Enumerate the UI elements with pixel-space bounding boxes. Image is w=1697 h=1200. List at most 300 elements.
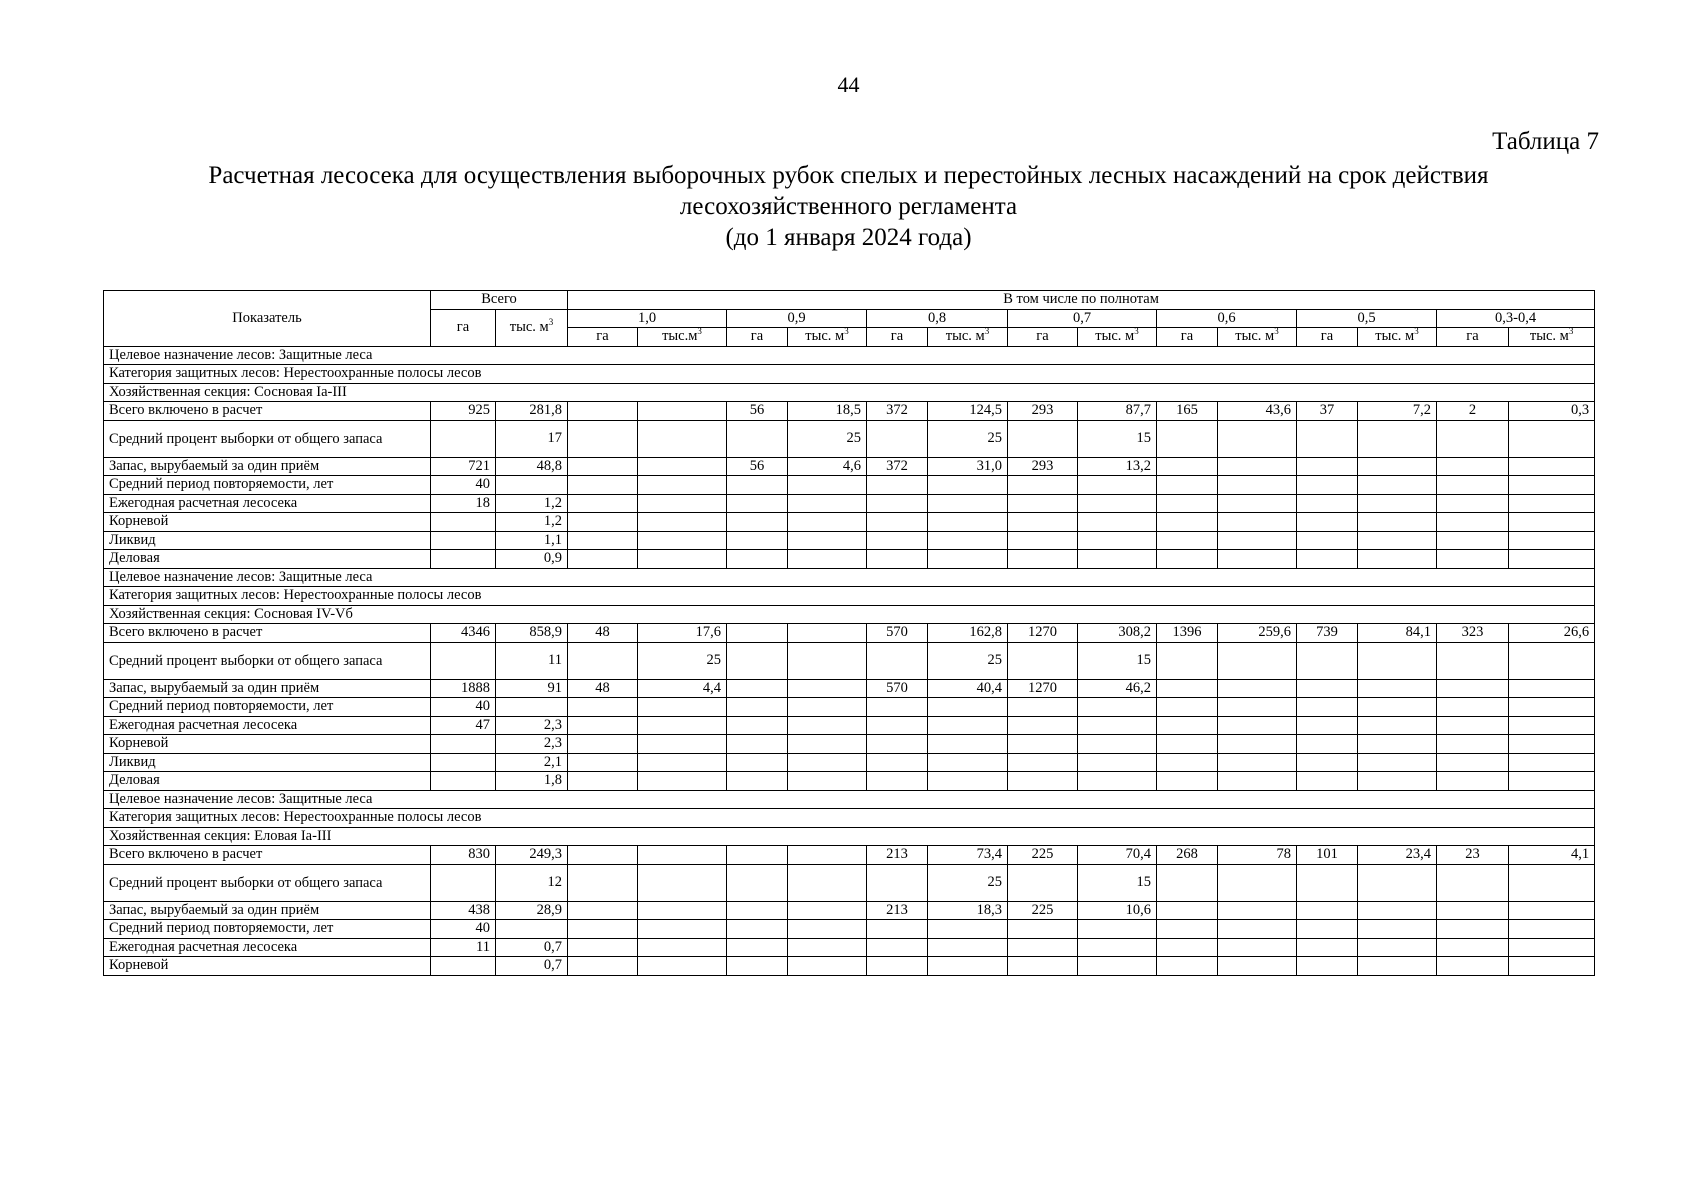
section-row-section bbox=[104, 827, 1595, 846]
table-cell bbox=[788, 513, 867, 532]
table-cell bbox=[1297, 957, 1358, 976]
table-cell bbox=[1437, 864, 1509, 901]
row-label: Всего включено в расчет bbox=[104, 846, 431, 865]
table-cell: 13,2 bbox=[1078, 457, 1157, 476]
table-row bbox=[104, 457, 1595, 476]
table-cell bbox=[867, 772, 928, 791]
table-cell bbox=[638, 938, 727, 957]
table-cell bbox=[568, 957, 638, 976]
table-cell bbox=[568, 772, 638, 791]
row-label: Ликвид bbox=[104, 753, 431, 772]
table-cell bbox=[1358, 476, 1437, 495]
table-cell bbox=[727, 920, 788, 939]
header-unit-ha: га bbox=[1008, 328, 1078, 347]
table-cell bbox=[727, 550, 788, 569]
table-cell bbox=[431, 550, 496, 569]
table-cell bbox=[1008, 920, 1078, 939]
table-cell: 48,8 bbox=[496, 457, 568, 476]
table-cell: 165 bbox=[1157, 402, 1218, 421]
table-cell bbox=[1157, 420, 1218, 457]
table-cell: 18,5 bbox=[788, 402, 867, 421]
table-cell bbox=[1509, 735, 1595, 754]
table-cell: 12 bbox=[496, 864, 568, 901]
table-cell bbox=[727, 624, 788, 643]
volume-unit: тыс. м bbox=[805, 328, 845, 345]
table-cell bbox=[727, 476, 788, 495]
table-cell bbox=[568, 901, 638, 920]
header-total-ha: га bbox=[431, 309, 496, 346]
table-cell bbox=[1358, 457, 1437, 476]
table-cell bbox=[1509, 494, 1595, 513]
section-row-category bbox=[104, 809, 1595, 828]
table-cell bbox=[638, 550, 727, 569]
table-cell bbox=[1218, 420, 1297, 457]
table-cell bbox=[568, 938, 638, 957]
table-cell bbox=[568, 846, 638, 865]
section-label-section: Хозяйственная секция: Еловая Ia-III bbox=[104, 827, 1595, 846]
table-cell bbox=[1008, 753, 1078, 772]
table-cell: 43,6 bbox=[1218, 402, 1297, 421]
table-cell bbox=[867, 698, 928, 717]
table-cell: 4,4 bbox=[638, 679, 727, 698]
table-cell bbox=[1157, 679, 1218, 698]
table-cell bbox=[1509, 476, 1595, 495]
table-cell bbox=[638, 716, 727, 735]
table-cell bbox=[867, 494, 928, 513]
table-cell bbox=[1218, 679, 1297, 698]
table-row bbox=[104, 753, 1595, 772]
table-cell bbox=[1358, 864, 1437, 901]
table-cell bbox=[1218, 457, 1297, 476]
table-row bbox=[104, 864, 1595, 901]
table-cell: 40 bbox=[431, 698, 496, 717]
table-cell bbox=[928, 531, 1008, 550]
table-cell bbox=[1509, 679, 1595, 698]
table-cell: 249,3 bbox=[496, 846, 568, 865]
table-cell bbox=[1297, 772, 1358, 791]
table-cell bbox=[1509, 753, 1595, 772]
table-cell bbox=[788, 624, 867, 643]
table-row bbox=[104, 420, 1595, 457]
table-cell bbox=[1297, 864, 1358, 901]
section-row-purpose bbox=[104, 568, 1595, 587]
table-cell bbox=[568, 735, 638, 754]
table-cell: 308,2 bbox=[1078, 624, 1157, 643]
table-cell bbox=[1358, 772, 1437, 791]
table-cell bbox=[1157, 772, 1218, 791]
row-label: Деловая bbox=[104, 550, 431, 569]
table-cell bbox=[867, 476, 928, 495]
table-cell: 124,5 bbox=[928, 402, 1008, 421]
table-cell bbox=[568, 457, 638, 476]
table-cell bbox=[638, 402, 727, 421]
table-cell bbox=[1509, 531, 1595, 550]
table-cell bbox=[1218, 698, 1297, 717]
volume-unit: тыс. м bbox=[1095, 328, 1135, 345]
table-cell: 25 bbox=[638, 642, 727, 679]
table-cell bbox=[727, 698, 788, 717]
cutting-area-table bbox=[103, 290, 1595, 976]
table-cell: 101 bbox=[1297, 846, 1358, 865]
section-label-category: Категория защитных лесов: Нерестоохранные полосы лесов bbox=[104, 365, 1595, 384]
table-cell bbox=[1358, 938, 1437, 957]
table-cell bbox=[638, 735, 727, 754]
row-label: Средний процент выборки от общего запаса bbox=[104, 420, 431, 457]
row-label: Средний период повторяемости, лет bbox=[104, 476, 431, 495]
table-cell bbox=[788, 550, 867, 569]
table-cell bbox=[1218, 901, 1297, 920]
table-cell: 17 bbox=[496, 420, 568, 457]
table-cell bbox=[727, 864, 788, 901]
table-cell: 23,4 bbox=[1358, 846, 1437, 865]
table-cell: 25 bbox=[928, 420, 1008, 457]
table-cell: 15 bbox=[1078, 420, 1157, 457]
header-total: Всего bbox=[431, 291, 568, 310]
table-cell: 25 bbox=[928, 642, 1008, 679]
table-cell bbox=[1297, 494, 1358, 513]
table-cell bbox=[1008, 420, 1078, 457]
table-cell bbox=[1008, 772, 1078, 791]
table-row bbox=[104, 642, 1595, 679]
table-cell: 372 bbox=[867, 457, 928, 476]
table-cell bbox=[431, 513, 496, 532]
table-cell bbox=[1218, 513, 1297, 532]
table-cell bbox=[1297, 753, 1358, 772]
table-cell bbox=[568, 698, 638, 717]
header-unit-volume: тыс. $м^3$ bbox=[1358, 328, 1437, 347]
table-cell bbox=[1358, 901, 1437, 920]
table-cell bbox=[928, 716, 1008, 735]
header-density: 0,9 bbox=[727, 309, 867, 328]
table-cell: 225 bbox=[1008, 846, 1078, 865]
table-cell bbox=[431, 531, 496, 550]
table-cell: 925 bbox=[431, 402, 496, 421]
table-cell bbox=[1509, 420, 1595, 457]
table-cell: 1,2 bbox=[496, 494, 568, 513]
table-cell bbox=[1437, 550, 1509, 569]
header-density: 0,3-0,4 bbox=[1437, 309, 1595, 328]
table-cell bbox=[1297, 698, 1358, 717]
table-cell bbox=[431, 957, 496, 976]
table-row bbox=[104, 772, 1595, 791]
table-cell bbox=[1078, 735, 1157, 754]
table-cell: 47 bbox=[431, 716, 496, 735]
table-cell bbox=[788, 476, 867, 495]
table-cell bbox=[788, 957, 867, 976]
table-cell: 87,7 bbox=[1078, 402, 1157, 421]
table-cell bbox=[1437, 938, 1509, 957]
table-cell bbox=[867, 864, 928, 901]
table-cell bbox=[1509, 550, 1595, 569]
table-cell bbox=[1509, 957, 1595, 976]
header-unit-ha: га bbox=[568, 328, 638, 347]
table-cell bbox=[1008, 494, 1078, 513]
table-cell bbox=[1078, 772, 1157, 791]
table-cell bbox=[1157, 531, 1218, 550]
table-cell: 0,9 bbox=[496, 550, 568, 569]
section-row-section bbox=[104, 605, 1595, 624]
table-cell: 0,7 bbox=[496, 957, 568, 976]
header-indicator: Показатель bbox=[104, 291, 431, 347]
table-cell bbox=[1437, 494, 1509, 513]
table-body bbox=[104, 346, 1595, 975]
table-cell bbox=[788, 920, 867, 939]
table-cell: 25 bbox=[928, 864, 1008, 901]
table-cell bbox=[638, 698, 727, 717]
header-unit-ha: га bbox=[727, 328, 788, 347]
table-cell: 40,4 bbox=[928, 679, 1008, 698]
table-row bbox=[104, 901, 1595, 920]
table-cell bbox=[496, 476, 568, 495]
table-cell bbox=[1297, 938, 1358, 957]
table-cell bbox=[1218, 772, 1297, 791]
table-cell bbox=[867, 753, 928, 772]
table-cell bbox=[1157, 494, 1218, 513]
table-cell bbox=[431, 735, 496, 754]
table-cell bbox=[1157, 901, 1218, 920]
table-cell: 2 bbox=[1437, 402, 1509, 421]
table-cell bbox=[568, 494, 638, 513]
table-row bbox=[104, 531, 1595, 550]
table-cell bbox=[1509, 716, 1595, 735]
table-cell bbox=[867, 716, 928, 735]
table-cell bbox=[1008, 957, 1078, 976]
table-cell bbox=[727, 679, 788, 698]
table-cell bbox=[867, 531, 928, 550]
table-cell bbox=[928, 753, 1008, 772]
table-cell bbox=[568, 476, 638, 495]
table-cell bbox=[638, 920, 727, 939]
table-number: Таблица 7 bbox=[1492, 128, 1599, 155]
table-cell bbox=[788, 679, 867, 698]
row-label: Корневой bbox=[104, 513, 431, 532]
table-cell: 25 bbox=[788, 420, 867, 457]
table-cell bbox=[928, 550, 1008, 569]
table-cell bbox=[1218, 550, 1297, 569]
table-cell bbox=[638, 476, 727, 495]
table-cell bbox=[788, 531, 867, 550]
table-cell: 4346 bbox=[431, 624, 496, 643]
table-row bbox=[104, 846, 1595, 865]
table-cell bbox=[867, 420, 928, 457]
table-cell bbox=[568, 513, 638, 532]
table-cell bbox=[867, 920, 928, 939]
section-label-category: Категория защитных лесов: Нерестоохранные полосы лесов bbox=[104, 587, 1595, 606]
table-cell bbox=[1437, 920, 1509, 939]
table-cell bbox=[1297, 679, 1358, 698]
table-cell bbox=[431, 753, 496, 772]
table-cell bbox=[788, 753, 867, 772]
table-cell bbox=[568, 716, 638, 735]
table-cell bbox=[788, 494, 867, 513]
table-cell: 17,6 bbox=[638, 624, 727, 643]
table-cell: 0,3 bbox=[1509, 402, 1595, 421]
table-title bbox=[100, 160, 1597, 253]
table-cell: 28,9 bbox=[496, 901, 568, 920]
table-cell bbox=[1297, 550, 1358, 569]
table-cell bbox=[788, 846, 867, 865]
table-cell: 18,3 bbox=[928, 901, 1008, 920]
table-cell bbox=[1509, 920, 1595, 939]
table-row bbox=[104, 624, 1595, 643]
header-unit-volume: тыс. $м^3$ bbox=[1218, 328, 1297, 347]
table-cell bbox=[788, 864, 867, 901]
table-cell: 1888 bbox=[431, 679, 496, 698]
table-cell bbox=[568, 550, 638, 569]
table-cell bbox=[1218, 938, 1297, 957]
table-cell bbox=[1157, 957, 1218, 976]
table-row bbox=[104, 402, 1595, 421]
volume-unit: тыс. м bbox=[945, 328, 985, 345]
table-cell: 293 bbox=[1008, 402, 1078, 421]
table-cell bbox=[1218, 735, 1297, 754]
table-cell bbox=[1008, 735, 1078, 754]
table-cell: 721 bbox=[431, 457, 496, 476]
table-cell: 46,2 bbox=[1078, 679, 1157, 698]
table-cell: 4,6 bbox=[788, 457, 867, 476]
table-cell bbox=[1008, 531, 1078, 550]
table-cell bbox=[788, 735, 867, 754]
section-label-purpose: Целевое назначение лесов: Защитные леса bbox=[104, 568, 1595, 587]
table-cell bbox=[1297, 716, 1358, 735]
title-line-3: (до 1 января 2024 года) bbox=[725, 224, 972, 251]
table-cell bbox=[1509, 864, 1595, 901]
table-cell bbox=[1437, 679, 1509, 698]
table-cell bbox=[638, 864, 727, 901]
table-cell bbox=[928, 957, 1008, 976]
table-cell bbox=[1297, 476, 1358, 495]
table-cell bbox=[727, 716, 788, 735]
volume-unit: тыс. м bbox=[1529, 328, 1569, 345]
table-cell bbox=[568, 642, 638, 679]
table-cell bbox=[727, 494, 788, 513]
table-row bbox=[104, 938, 1595, 957]
table-cell bbox=[928, 735, 1008, 754]
table-cell bbox=[1078, 550, 1157, 569]
table-cell bbox=[638, 513, 727, 532]
table-cell: 7,2 bbox=[1358, 402, 1437, 421]
volume-unit: тыс.м bbox=[662, 328, 698, 345]
header-unit-ha: га bbox=[867, 328, 928, 347]
table-row bbox=[104, 494, 1595, 513]
table-cell bbox=[1358, 698, 1437, 717]
table-cell bbox=[788, 938, 867, 957]
table-cell bbox=[1509, 901, 1595, 920]
header-density: 1,0 bbox=[568, 309, 727, 328]
table-cell bbox=[788, 698, 867, 717]
table-cell: 830 bbox=[431, 846, 496, 865]
table-cell bbox=[1437, 642, 1509, 679]
row-label: Средний период повторяемости, лет bbox=[104, 698, 431, 717]
table-row bbox=[104, 957, 1595, 976]
title-line-1: Расчетная лесосека для осуществления выборочных рубок спелых и перестойных лесных насаждений на срок действия bbox=[208, 162, 1489, 189]
table-cell bbox=[1157, 457, 1218, 476]
table-cell bbox=[638, 957, 727, 976]
title-line-2: лесохозяйственного регламента bbox=[679, 193, 1018, 220]
table-cell bbox=[1358, 513, 1437, 532]
table-cell bbox=[867, 550, 928, 569]
table-cell bbox=[727, 772, 788, 791]
table-cell bbox=[928, 476, 1008, 495]
table-cell bbox=[727, 846, 788, 865]
table-cell: 1,1 bbox=[496, 531, 568, 550]
table-cell bbox=[1078, 938, 1157, 957]
table-cell bbox=[1509, 457, 1595, 476]
row-label: Средний процент выборки от общего запаса bbox=[104, 864, 431, 901]
table-cell: 4,1 bbox=[1509, 846, 1595, 865]
row-label: Всего включено в расчет bbox=[104, 624, 431, 643]
table-cell bbox=[1437, 716, 1509, 735]
table-cell bbox=[1437, 901, 1509, 920]
table-cell bbox=[1008, 550, 1078, 569]
table-cell bbox=[727, 753, 788, 772]
table-cell bbox=[1157, 550, 1218, 569]
table-cell bbox=[867, 735, 928, 754]
row-label: Ежегодная расчетная лесосека bbox=[104, 716, 431, 735]
table-cell bbox=[638, 846, 727, 865]
table-cell: 1270 bbox=[1008, 624, 1078, 643]
table-cell: 162,8 bbox=[928, 624, 1008, 643]
row-label: Запас, вырубаемый за один приём bbox=[104, 901, 431, 920]
table-cell bbox=[1157, 716, 1218, 735]
header-total-volume: тыс. $м^3$ bbox=[496, 309, 568, 346]
table-cell: 70,4 bbox=[1078, 846, 1157, 865]
table-cell bbox=[1358, 753, 1437, 772]
table-cell bbox=[1218, 920, 1297, 939]
table-cell: 570 bbox=[867, 679, 928, 698]
table-cell bbox=[1358, 957, 1437, 976]
table-cell: 91 bbox=[496, 679, 568, 698]
row-label: Деловая bbox=[104, 772, 431, 791]
table-cell: 11 bbox=[431, 938, 496, 957]
table-cell bbox=[1358, 679, 1437, 698]
table-cell bbox=[1008, 476, 1078, 495]
section-label-purpose: Целевое назначение лесов: Защитные леса bbox=[104, 790, 1595, 809]
table-cell bbox=[1437, 531, 1509, 550]
section-row-category bbox=[104, 365, 1595, 384]
table-cell bbox=[1078, 753, 1157, 772]
table-cell bbox=[1437, 457, 1509, 476]
table-cell bbox=[1078, 920, 1157, 939]
table-cell: 73,4 bbox=[928, 846, 1008, 865]
section-row-category bbox=[104, 587, 1595, 606]
volume-unit: тыс. м bbox=[1235, 328, 1275, 345]
table-cell bbox=[1437, 957, 1509, 976]
table-cell bbox=[431, 642, 496, 679]
table-cell bbox=[1297, 420, 1358, 457]
section-row-purpose bbox=[104, 346, 1595, 365]
table-cell bbox=[568, 753, 638, 772]
table-cell: 48 bbox=[568, 624, 638, 643]
table-cell bbox=[727, 938, 788, 957]
table-cell bbox=[568, 920, 638, 939]
table-row bbox=[104, 716, 1595, 735]
table-cell: 293 bbox=[1008, 457, 1078, 476]
table-cell bbox=[928, 772, 1008, 791]
table-cell: 40 bbox=[431, 476, 496, 495]
table-cell bbox=[727, 420, 788, 457]
table-cell bbox=[431, 420, 496, 457]
header-unit-volume: тыс. $м^3$ bbox=[928, 328, 1008, 347]
table-cell: 26,6 bbox=[1509, 624, 1595, 643]
table-cell bbox=[788, 772, 867, 791]
header-unit-ha: га bbox=[1297, 328, 1358, 347]
table-cell bbox=[727, 531, 788, 550]
table-cell bbox=[1509, 513, 1595, 532]
table-cell: 31,0 bbox=[928, 457, 1008, 476]
table-cell bbox=[1509, 772, 1595, 791]
table-cell bbox=[638, 420, 727, 457]
